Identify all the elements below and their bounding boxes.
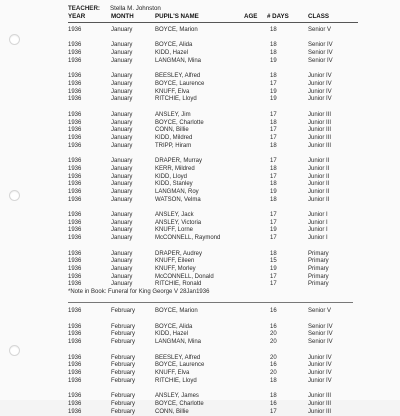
cell-age: 18 — [270, 196, 277, 203]
row-gap — [68, 243, 368, 251]
cell-pupil-name: BOYCE, Charlotte — [155, 400, 204, 407]
cell-class: Junior II — [308, 188, 330, 195]
column-header-row — [68, 13, 358, 23]
cell-pupil-name: RITCHIE, Lloyd — [155, 377, 197, 384]
header-month: MONTH — [111, 13, 134, 20]
table-row — [68, 235, 368, 243]
cell-month: February — [111, 362, 136, 369]
cell-pupil-name: WATSON, Velma — [155, 196, 201, 203]
cell-year: 1936 — [68, 111, 82, 118]
cell-age: 18 — [270, 42, 277, 49]
cell-pupil-name: KIDD, Hazel — [155, 50, 189, 57]
cell-year: 1936 — [68, 323, 82, 330]
row-gap — [68, 385, 368, 393]
cell-age: 17 — [270, 81, 277, 88]
cell-month: January — [111, 50, 133, 57]
cell-month: January — [111, 235, 133, 242]
table-row — [68, 258, 368, 266]
cell-pupil-name: McCONNELL, Donald — [155, 273, 214, 280]
cell-age: 16 — [270, 400, 277, 407]
cell-age: 16 — [270, 362, 277, 369]
cell-month: February — [111, 308, 136, 315]
binder-hole — [9, 190, 20, 201]
table-row — [68, 266, 368, 274]
cell-age: 18 — [270, 393, 277, 400]
table-row — [68, 181, 368, 189]
row-gap — [68, 66, 368, 74]
cell-year: 1936 — [68, 96, 82, 103]
table-row — [68, 127, 368, 135]
table-row — [68, 189, 368, 197]
cell-year: 1936 — [68, 258, 82, 265]
cell-year: 1936 — [68, 134, 82, 141]
cell-month: January — [111, 250, 133, 257]
cell-month: February — [111, 400, 136, 407]
cell-year: 1936 — [68, 377, 82, 384]
cell-pupil-name: KIDD, Hazel — [155, 331, 189, 338]
teacher-label: TEACHER: — [68, 5, 100, 12]
cell-month: January — [111, 273, 133, 280]
cell-pupil-name: KNUFF, Eileen — [155, 258, 195, 265]
row-gap — [68, 150, 368, 158]
table-row — [68, 58, 368, 66]
cell-year: 1936 — [68, 362, 82, 369]
cell-class: Junior III — [308, 111, 332, 118]
cell-class: Junior I — [308, 227, 328, 234]
cell-month: January — [111, 181, 133, 188]
table-row — [68, 158, 368, 166]
table-row — [68, 89, 368, 97]
cell-pupil-name: TRIPP, Hiram — [155, 142, 192, 149]
cell-pupil-name: BOYCE, Charlotte — [155, 119, 204, 126]
cell-class: Junior IV — [308, 362, 332, 369]
cell-pupil-name: KNUFF, Elva — [155, 370, 190, 377]
cell-age: 19 — [270, 227, 277, 234]
teacher-line — [68, 5, 161, 12]
table-row — [68, 197, 368, 205]
table-row — [68, 401, 368, 409]
cell-year: 1936 — [68, 173, 82, 180]
cell-class: Junior IV — [308, 377, 332, 384]
cell-year: 1936 — [68, 88, 82, 95]
cell-year: 1936 — [68, 408, 82, 415]
cell-month: January — [111, 188, 133, 195]
cell-class: Senior V — [308, 308, 332, 315]
cell-age: 19 — [270, 188, 277, 195]
cell-year: 1936 — [68, 50, 82, 57]
cell-class: Primary — [308, 250, 329, 257]
cell-class: Primary — [308, 273, 329, 280]
table-row — [68, 174, 368, 182]
cell-pupil-name: KIDD, Lloyd — [155, 173, 188, 180]
table-row — [68, 227, 368, 235]
cell-month: January — [111, 158, 133, 165]
cell-age: 16 — [270, 308, 277, 315]
cell-month: January — [111, 119, 133, 126]
cell-class: Junior I — [308, 219, 328, 226]
row-gap — [68, 347, 368, 355]
cell-pupil-name: KNUFF, Morley — [155, 265, 196, 272]
cell-month: January — [111, 196, 133, 203]
cell-pupil-name: ANSLEY, Victoria — [155, 219, 202, 226]
cell-pupil-name: BOYCE, Laurence — [155, 81, 205, 88]
table-row — [68, 42, 368, 50]
cell-class: Junior II — [308, 196, 330, 203]
cell-year: 1936 — [68, 219, 82, 226]
cell-age: 18 — [270, 27, 277, 33]
cell-year: 1936 — [68, 165, 82, 172]
header-age: AGE — [244, 13, 258, 20]
cell-class: Junior I — [308, 212, 328, 219]
cell-age: 17 — [270, 134, 277, 141]
cell-age: 16 — [270, 323, 277, 330]
cell-month: January — [111, 258, 133, 265]
cell-age: 17 — [270, 173, 277, 180]
cell-class: Senior IV — [308, 57, 333, 64]
cell-month: January — [111, 96, 133, 103]
cell-pupil-name: ANSLEY, James — [155, 393, 199, 400]
cell-pupil-name: RITCHIE, Lloyd — [155, 96, 197, 103]
cell-age: 18 — [270, 165, 277, 172]
row-gap — [68, 204, 368, 212]
table-row — [68, 355, 368, 363]
cell-month: January — [111, 134, 133, 141]
cell-class: Primary — [308, 265, 329, 272]
cell-month: February — [111, 331, 136, 338]
cell-month: January — [111, 281, 133, 288]
cell-pupil-name: ANSLEY, Jack — [155, 212, 194, 219]
cell-month: January — [111, 81, 133, 88]
cell-pupil-name: CONN, Billie — [155, 408, 189, 415]
cell-year: 1936 — [68, 81, 82, 88]
cell-year: 1936 — [68, 27, 82, 33]
cell-pupil-name: BEESLEY, Alfred — [155, 73, 201, 80]
cell-year: 1936 — [68, 181, 82, 188]
cell-year: 1936 — [68, 265, 82, 272]
cell-year: 1936 — [68, 158, 82, 165]
cell-pupil-name: BOYCE, Marion — [155, 27, 198, 33]
cell-year: 1936 — [68, 227, 82, 234]
cell-month: February — [111, 408, 136, 415]
table-row — [68, 281, 368, 289]
cell-class: Junior III — [308, 393, 332, 400]
cell-year: 1936 — [68, 235, 82, 242]
cell-year: 1936 — [68, 250, 82, 257]
cell-month: January — [111, 42, 133, 49]
cell-class: Junior III — [308, 127, 332, 134]
cell-month: January — [111, 142, 133, 149]
cell-age: 17 — [270, 408, 277, 415]
cell-pupil-name: LANGMAN, Mina — [155, 57, 202, 64]
cell-year: 1936 — [68, 212, 82, 219]
cell-age: 18 — [270, 142, 277, 149]
cell-year: 1936 — [68, 42, 82, 49]
cell-pupil-name: KERR, Mildred — [155, 165, 195, 172]
table-row — [68, 378, 368, 386]
cell-class: Senior IV — [308, 42, 333, 49]
row-gap — [68, 35, 368, 43]
cell-pupil-name: BOYCE, Laurence — [155, 362, 205, 369]
table-row — [68, 166, 368, 174]
header-class: CLASS — [308, 13, 329, 20]
cell-age: 19 — [270, 88, 277, 95]
cell-pupil-name: KNUFF, Lorne — [155, 227, 194, 234]
cell-age: 18 — [270, 250, 277, 257]
cell-year: 1936 — [68, 354, 82, 361]
cell-class: Senior V — [308, 27, 332, 33]
cell-pupil-name: KNUFF, Elva — [155, 88, 190, 95]
cell-month: January — [111, 88, 133, 95]
cell-class: Senior IV — [308, 339, 333, 346]
table-row — [68, 370, 368, 378]
cell-age: 17 — [270, 111, 277, 118]
cell-age: 20 — [270, 354, 277, 361]
cell-pupil-name: BEESLEY, Alfred — [155, 354, 201, 361]
table-row — [68, 212, 368, 220]
cell-class: Junior I — [308, 235, 328, 242]
cell-year: 1936 — [68, 393, 82, 400]
teacher-name: Stella M. Johnston — [109, 5, 161, 12]
header-year: YEAR — [68, 13, 86, 20]
binder-hole — [9, 345, 20, 356]
table-row — [68, 362, 368, 370]
cell-class: Junior III — [308, 134, 332, 141]
cell-age: 20 — [270, 339, 277, 346]
table-row — [68, 251, 368, 259]
cell-age: 17 — [270, 158, 277, 165]
header-pupil-name: PUPIL'S NAME — [155, 13, 199, 20]
cell-pupil-name: BOYCE, Alida — [155, 42, 193, 49]
cell-month: January — [111, 265, 133, 272]
cell-year: 1936 — [68, 142, 82, 149]
cell-age: 20 — [270, 370, 277, 377]
table-row — [68, 143, 368, 151]
cell-month: February — [111, 370, 136, 377]
cell-month: January — [111, 127, 133, 134]
cell-age: 17 — [270, 212, 277, 219]
cell-year: 1936 — [68, 57, 82, 64]
cell-month: January — [111, 165, 133, 172]
cell-class: Junior III — [308, 119, 332, 126]
binder-hole — [9, 34, 20, 45]
table-row — [68, 220, 368, 228]
cell-pupil-name: DRAPER, Audrey — [155, 250, 203, 257]
cell-year: 1936 — [68, 370, 82, 377]
cell-year: 1936 — [68, 281, 82, 288]
table-row — [68, 27, 368, 35]
cell-pupil-name: LANGMAN, Roy — [155, 188, 199, 195]
cell-month: January — [111, 73, 133, 80]
cell-age: 17 — [270, 127, 277, 134]
cell-age: 18 — [270, 73, 277, 80]
cell-year: 1936 — [68, 400, 82, 407]
cell-age: 19 — [270, 265, 277, 272]
cell-month: February — [111, 393, 136, 400]
cell-year: 1936 — [68, 339, 82, 346]
cell-pupil-name: CONN, Billie — [155, 127, 189, 134]
cell-month: January — [111, 212, 133, 219]
cell-year: 1936 — [68, 119, 82, 126]
cell-pupil-name: RITCHIE, Ronald — [155, 281, 202, 288]
row-gap — [68, 316, 368, 324]
cell-class: Senior IV — [308, 50, 333, 57]
cell-month: February — [111, 354, 136, 361]
cell-class: Junior IV — [308, 73, 332, 80]
cell-age: 17 — [270, 281, 277, 288]
cell-month: January — [111, 173, 133, 180]
table-row — [68, 324, 368, 332]
cell-class: Junior IV — [308, 88, 332, 95]
cell-month: January — [111, 111, 133, 118]
cell-pupil-name: LANGMAN, Mina — [155, 339, 202, 346]
row-gap — [68, 104, 368, 112]
table-row — [68, 135, 368, 143]
table-row — [68, 50, 368, 58]
cell-age: 19 — [270, 57, 277, 64]
cell-month: January — [111, 27, 133, 33]
table-row — [68, 120, 368, 128]
cell-class: Junior IV — [308, 96, 332, 103]
cell-age: 17 — [270, 273, 277, 280]
cell-class: Junior IV — [308, 81, 332, 88]
cell-year: 1936 — [68, 188, 82, 195]
cell-age: 15 — [270, 258, 277, 265]
table-row — [68, 112, 368, 120]
cell-class: Junior III — [308, 142, 332, 149]
cell-class: Senior IV — [308, 331, 333, 338]
cell-age: 19 — [270, 96, 277, 103]
cell-year: 1936 — [68, 308, 82, 315]
table-row — [68, 409, 368, 416]
cell-year: 1936 — [68, 127, 82, 134]
cell-year: 1936 — [68, 331, 82, 338]
cell-age: 17 — [270, 219, 277, 226]
cell-month: February — [111, 339, 136, 346]
cell-class: Junior II — [308, 173, 330, 180]
cell-age: 18 — [270, 181, 277, 188]
cell-pupil-name: BOYCE, Alida — [155, 323, 193, 330]
footnote: *Note in Book: Funeral for King George V 28Jan1936 — [68, 289, 210, 296]
cell-year: 1936 — [68, 73, 82, 80]
table-row — [68, 331, 368, 339]
month-separator — [68, 302, 353, 303]
cell-age: 20 — [270, 331, 277, 338]
table-row — [68, 308, 368, 316]
cell-class: Junior IV — [308, 370, 332, 377]
header-days: # DAYS — [267, 13, 289, 20]
table-row — [68, 274, 368, 282]
cell-class: Primary — [308, 258, 329, 265]
cell-class: Junior II — [308, 181, 330, 188]
cell-year: 1936 — [68, 273, 82, 280]
cell-class: Senior IV — [308, 323, 333, 330]
cell-month: January — [111, 219, 133, 226]
cell-class: Junior IV — [308, 354, 332, 361]
cell-month: February — [111, 377, 136, 384]
cell-pupil-name: DRAPER, Murray — [155, 158, 203, 165]
cell-class: Junior II — [308, 158, 330, 165]
cell-class: Primary — [308, 281, 329, 288]
cell-pupil-name: McCONNELL, Raymond — [155, 235, 221, 242]
cell-pupil-name: KIDD, Mildred — [155, 134, 193, 141]
cell-age: 18 — [270, 377, 277, 384]
table-row — [68, 96, 368, 104]
cell-month: February — [111, 323, 136, 330]
cell-class: Junior III — [308, 408, 332, 415]
table-row — [68, 73, 368, 81]
cell-pupil-name: ANSLEY, Jim — [155, 111, 191, 118]
cell-year: 1936 — [68, 196, 82, 203]
cell-age: 18 — [270, 50, 277, 57]
cell-class: Junior II — [308, 165, 330, 172]
attendance-list — [68, 27, 368, 416]
cell-pupil-name: BOYCE, Marion — [155, 308, 198, 315]
cell-class: Junior III — [308, 400, 332, 407]
table-row — [68, 81, 368, 89]
cell-month: January — [111, 57, 133, 64]
cell-age: 18 — [270, 119, 277, 126]
table-row — [68, 339, 368, 347]
cell-pupil-name: KIDD, Stanley — [155, 181, 193, 188]
cell-month: January — [111, 227, 133, 234]
cell-age: 17 — [270, 235, 277, 242]
